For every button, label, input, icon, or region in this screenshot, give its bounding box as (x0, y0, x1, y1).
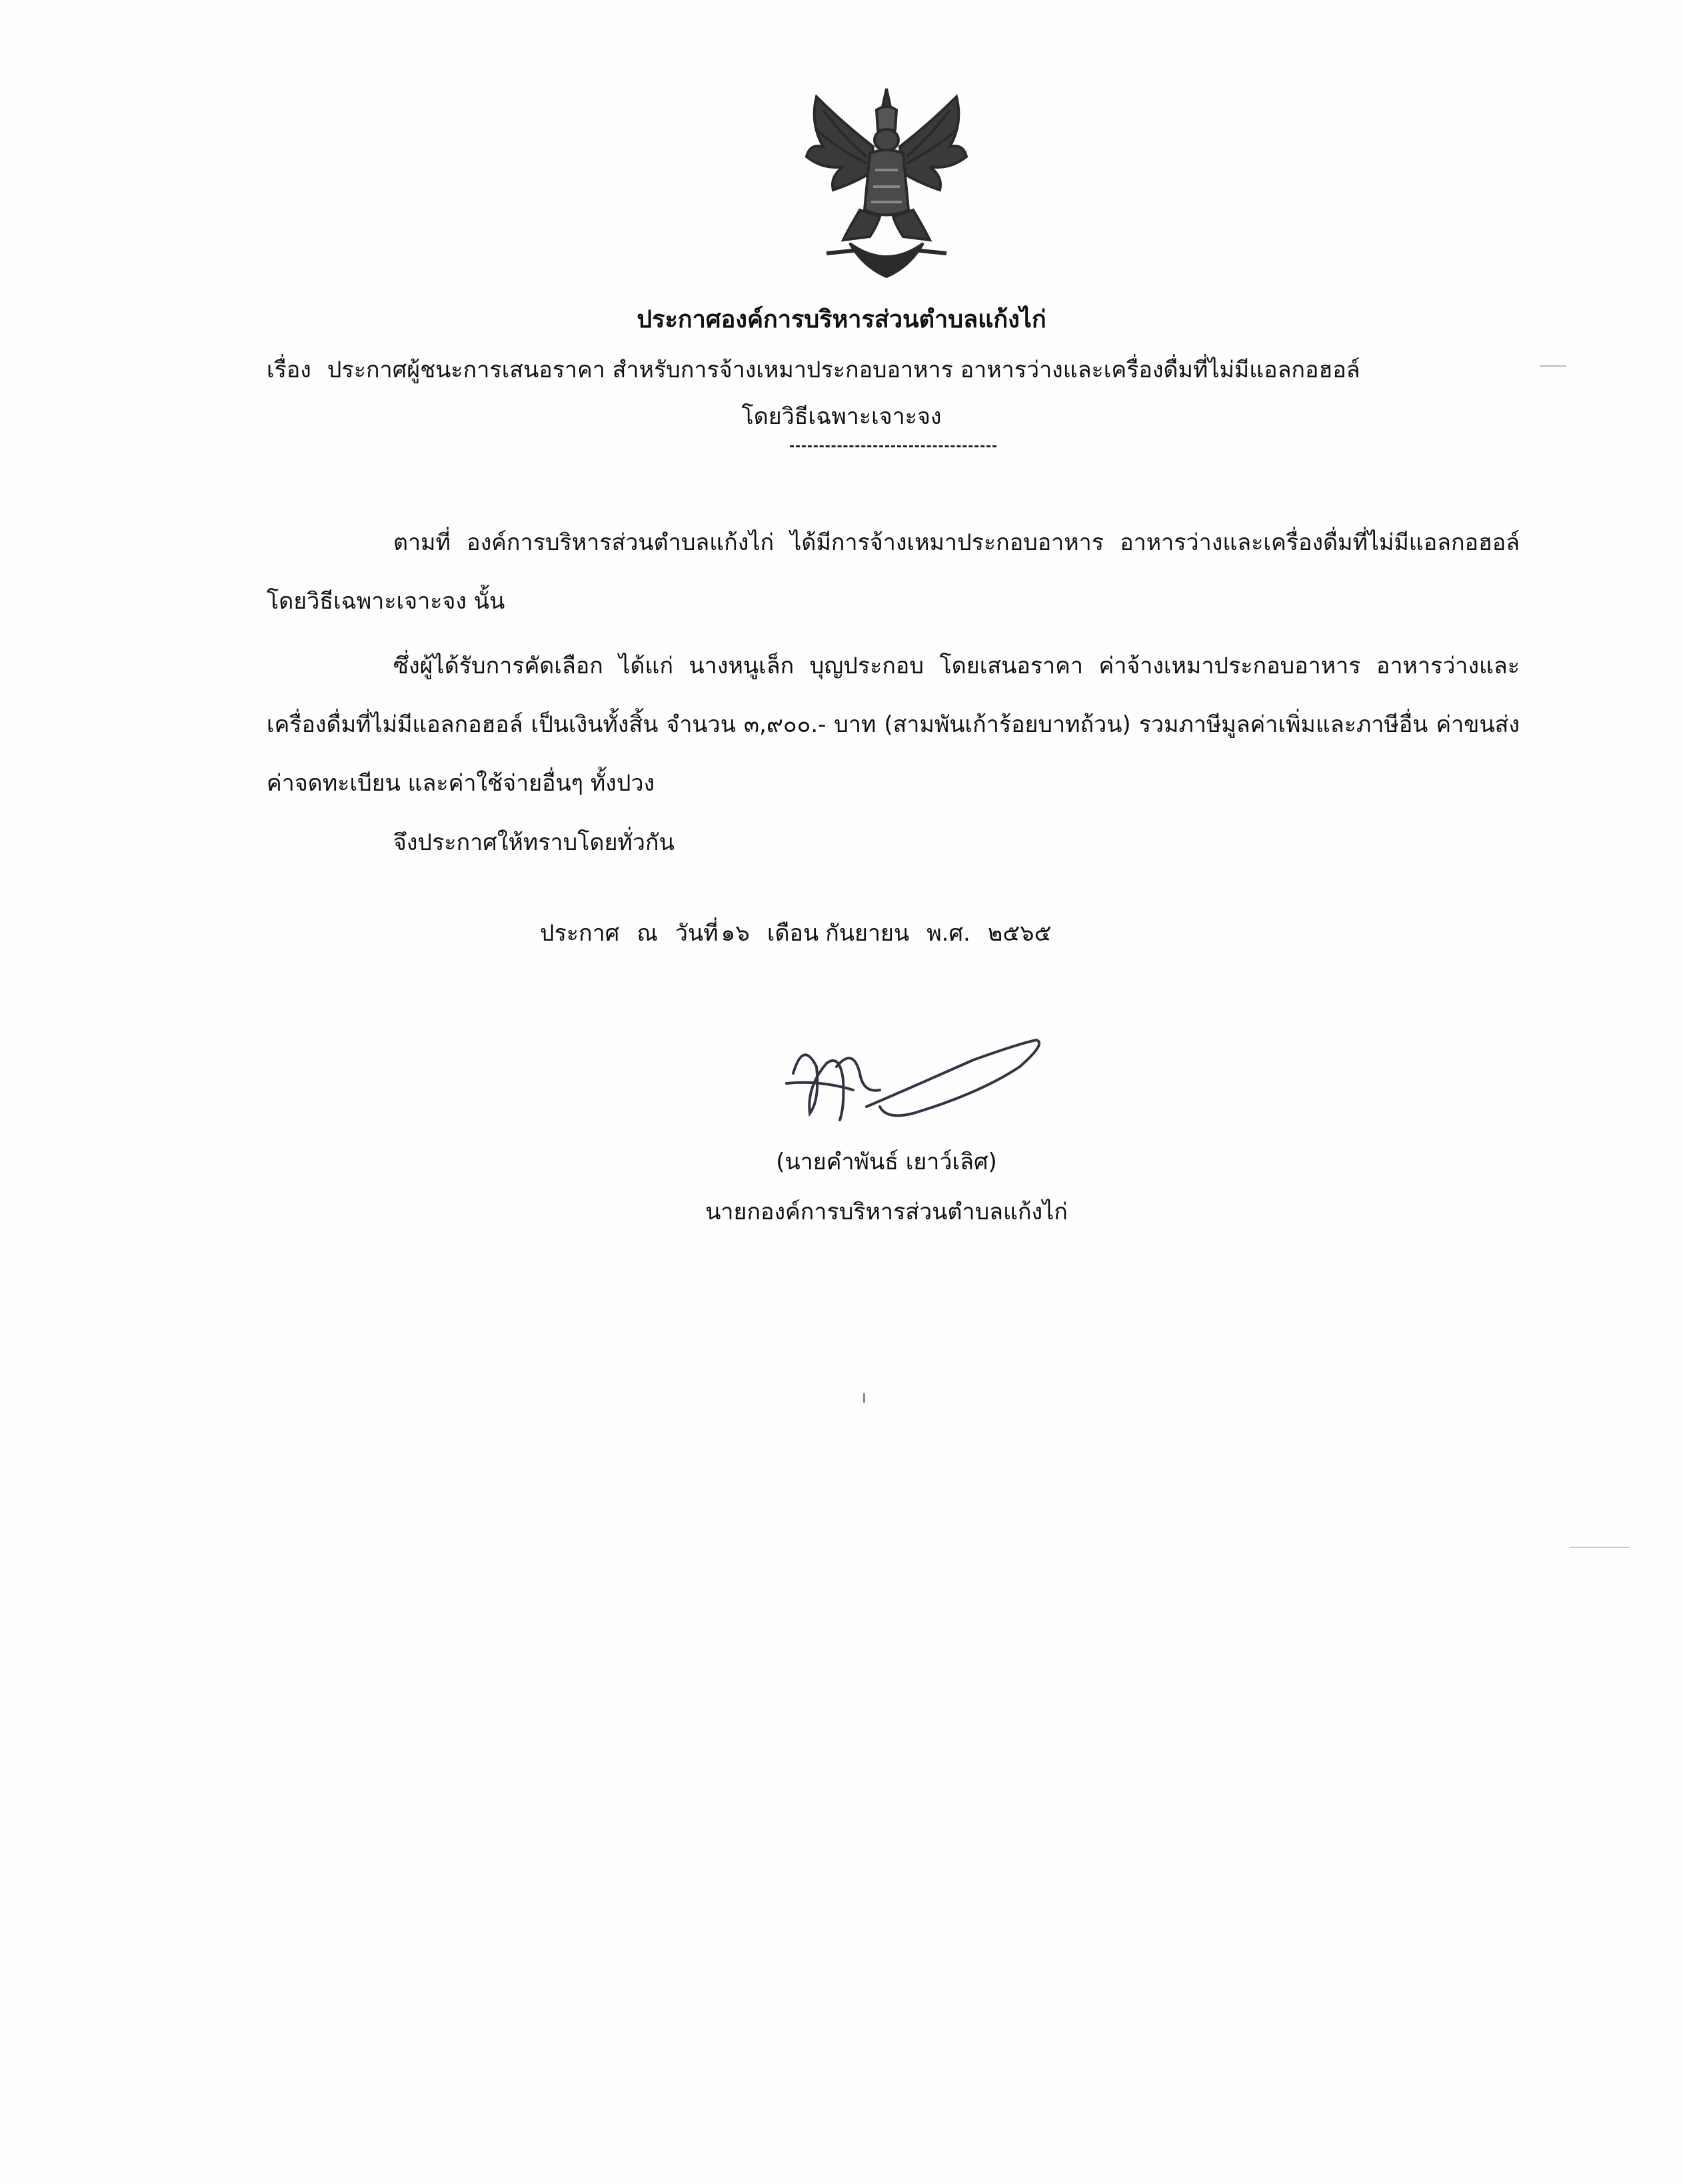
paragraph-3: จึงประกาศให้ทราบโดยทั่วกัน (393, 829, 675, 856)
day-value: ๑๖ (721, 920, 750, 947)
at-label: ณ (637, 920, 658, 947)
garuda-emblem-icon (797, 83, 976, 283)
era-label: พ.ศ. (926, 920, 970, 947)
day-label: วันที่ (675, 920, 719, 947)
subject-text: ประกาศผู้ชนะการเสนอราคา สำหรับการจ้างเหมาประกอบอาหาร อาหารว่างและเครื่องดื่มที่ไม่มีแอลกอฮอล์ (327, 357, 1360, 383)
subject-label: เรื่อง (267, 357, 311, 383)
month-value: กันยายน (825, 920, 910, 947)
handwritten-signature-icon (780, 1027, 1060, 1140)
signer-title: นายกองค์การบริหารส่วนตำบลแก้งไก่ (705, 1199, 1068, 1225)
scan-speck (863, 1393, 865, 1403)
paragraph-2: ซึ่งผู้ได้รับการคัดเลือก ได้แก่ นางหนูเล็ก บุญประกอบ โดยเสนอราคา ค่าจ้างเหมาประกอบอาหาร อาหารว่างและเครื่องดื่มที่ไม่มีแอลกอฮอล์ เป็นเงินทั้งสิ้น จำนวน ๓,๙๐๐.- บาท (สามพันเก้าร้อยบาทถ้วน) รวมภาษีมูลค่าเพิ่มและภาษีอื่น ค่าขนส่ง ค่าจดทะเบียน และค่าใช้จ่ายอื่นๆ ทั้งปวง (267, 653, 1520, 797)
month-label: เดือน (767, 920, 819, 947)
divider (790, 445, 996, 447)
year-value: ๒๕๖๕ (987, 920, 1052, 947)
announcement-date (540, 913, 1068, 953)
announce-label: ประกาศ (540, 920, 620, 947)
signer-name: (นายคำพันธ์ เยาว์เลิศ) (776, 1149, 997, 1175)
scan-speck (1540, 365, 1566, 367)
subject-line (267, 353, 1520, 387)
subject-line-continued: โดยวิธีเฉพาะเจาะจง (741, 403, 942, 430)
scan-speck (1570, 1547, 1630, 1548)
paragraph-1: ตามที่ องค์การบริหารส่วนตำบลแก้งไก่ ได้มีการจ้างเหมาประกอบอาหาร อาหารว่างและเครื่องดื่มที่ไม่มีแอลกอฮอล์ โดยวิธีเฉพาะเจาะจง นั้น (267, 529, 1520, 615)
announcement-title: ประกาศองค์การบริหารส่วนตำบลแก้งไก่ (637, 306, 1046, 333)
